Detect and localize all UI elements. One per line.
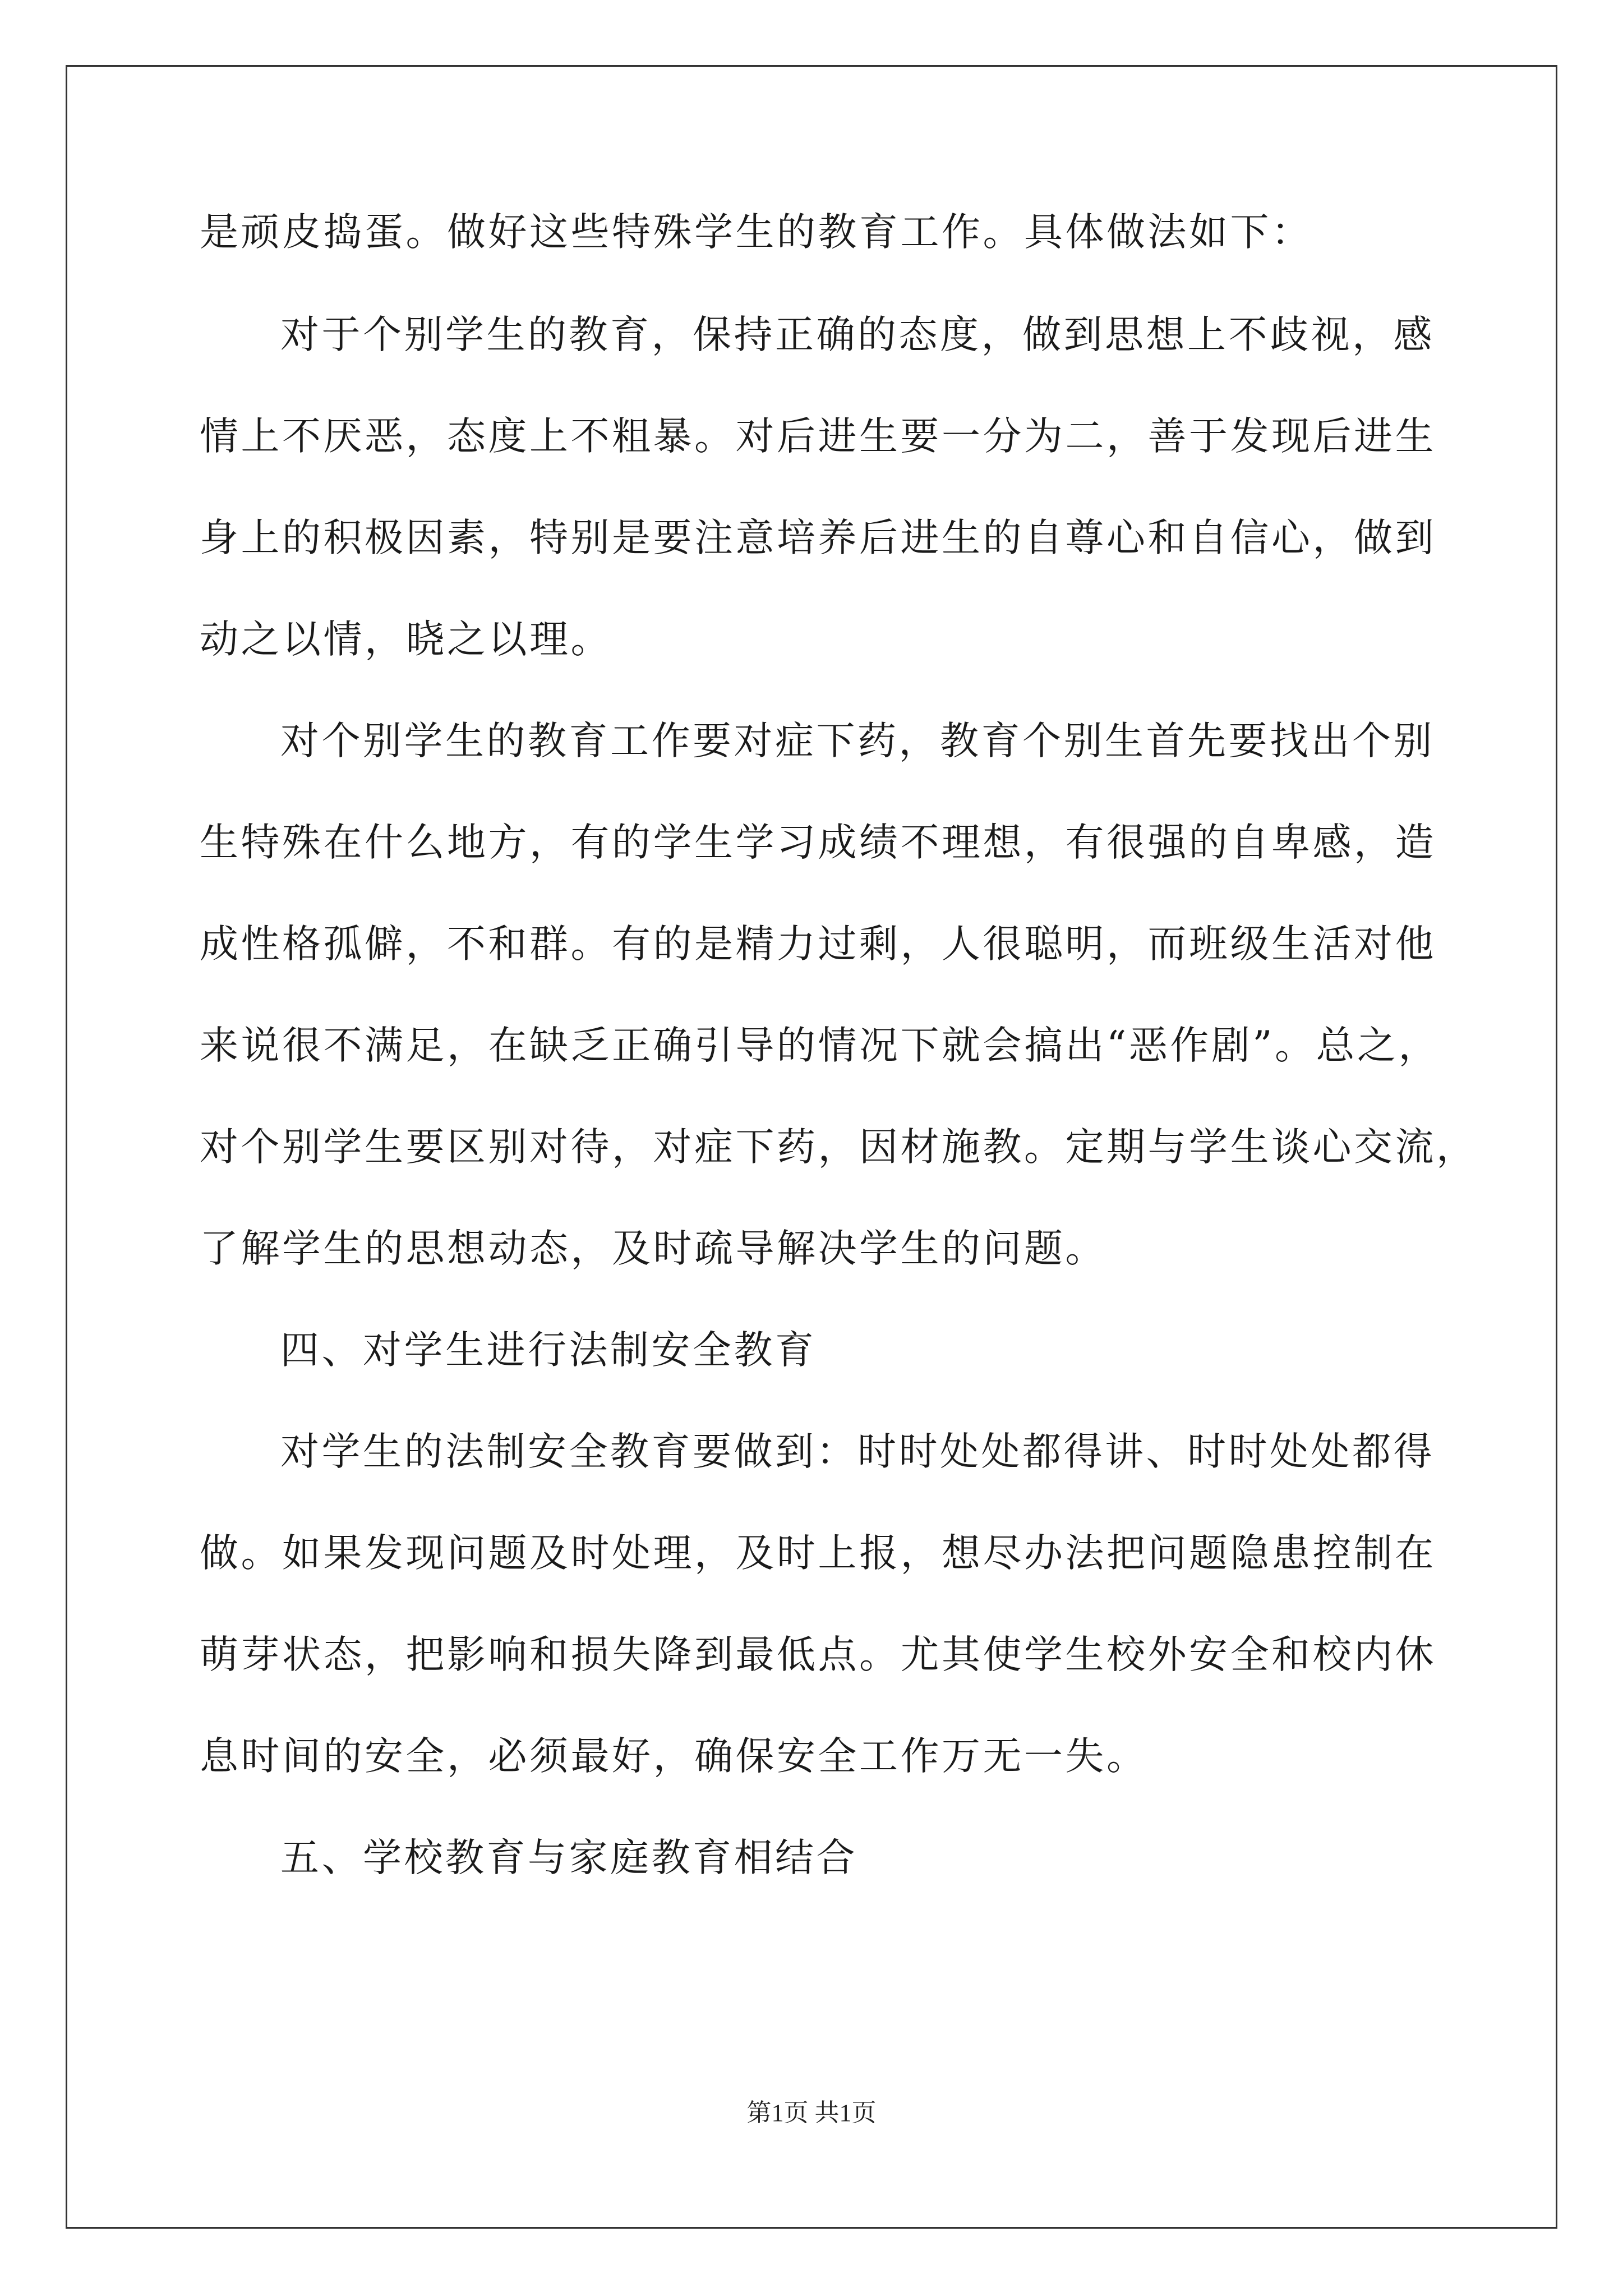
paragraph-line: 成性格孤僻，不和群。有的是精力过剩，人很聪明，而班级生活对他 [200, 922, 1436, 967]
section-heading: 四、对学生进行法制安全教育 [280, 1328, 817, 1373]
paragraph-line: 情上不厌恶，态度上不粗暴。对后进生要一分为二，善于发现后进生 [200, 414, 1436, 459]
paragraph-line: 来说很不满足，在缺乏正确引导的情况下就会搞出“恶作剧”。总之， [200, 1023, 1440, 1068]
page-number-footer: 第1页 共1页 [746, 2099, 877, 2127]
section-heading: 五、学校教育与家庭教育相结合 [280, 1835, 857, 1880]
paragraph-line: 对学生的法制安全教育要做到：时时处处都得讲、时时处处都得 [280, 1429, 1435, 1474]
paragraph-line: 息时间的安全，必须最好，确保安全工作万无一失。 [200, 1734, 1148, 1779]
paragraph-line: 身上的积极因素，特别是要注意培养后进生的自尊心和自信心，做到 [200, 516, 1436, 560]
paragraph-line: 对个别学生要区别对待，对症下药，因材施教。定期与学生谈心交流， [200, 1125, 1478, 1170]
paragraph-line: 对于个别学生的教育，保持正确的态度，做到思想上不歧视，感 [280, 312, 1435, 357]
paragraph-line: 做。如果发现问题及时处理，及时上报，想尽办法把问题隐患控制在 [200, 1531, 1436, 1576]
paragraph-line: 动之以情，晓之以理。 [200, 617, 612, 662]
paragraph-line: 了解学生的思想动态，及时疏导解决学生的问题。 [200, 1226, 1106, 1271]
paragraph-line: 生特殊在什么地方，有的学生学习成绩不理想，有很强的自卑感，造 [200, 820, 1436, 865]
paragraph-line: 萌芽状态，把影响和损失降到最低点。尤其使学生校外安全和校内休 [200, 1632, 1436, 1677]
paragraph-line: 对个别学生的教育工作要对症下药，教育个别生首先要找出个别 [280, 719, 1435, 763]
paragraph-line: 是顽皮捣蛋。做好这些特殊学生的教育工作。具体做法如下： [200, 210, 1313, 255]
